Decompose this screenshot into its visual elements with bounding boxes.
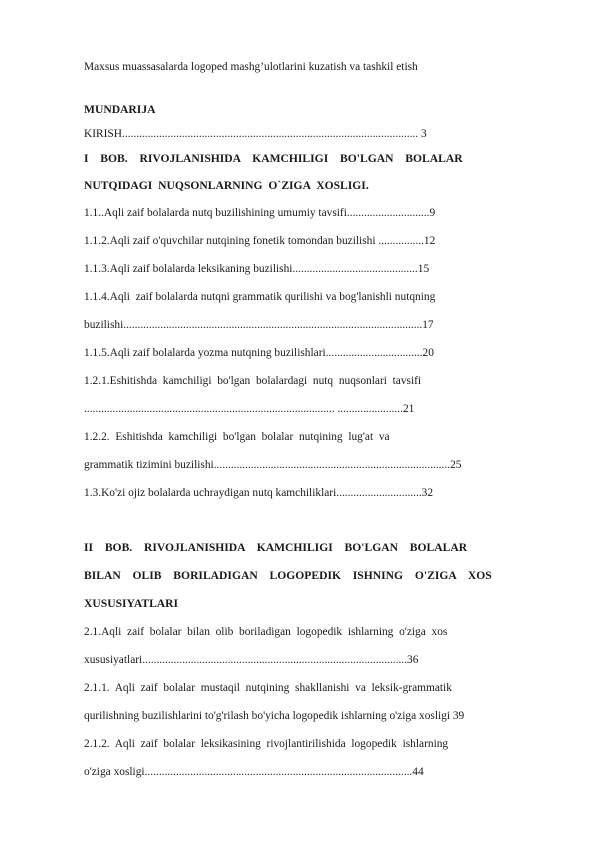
toc-chapter-heading: BILAN OLIB BORILADIGAN LOGOPEDIK ISHNING O'ZIGA XOS	[84, 569, 492, 582]
toc-entry: 1.1.5.Aqli zaif bolalarda yozma nutqning buzilishlari..................................20	[84, 347, 434, 359]
toc-entry: KIRISH........................................................................................................ 3	[84, 128, 427, 140]
toc-chapter-heading: NUTQIDAGI NUQSONLARNING O`ZIGA XOSLIGI.	[84, 179, 369, 192]
toc-entry: 1.3.Ko'zi ojiz bolalarda uchraydigan nutq kamchiliklari..............................32	[84, 487, 434, 499]
toc-entry: 1.2.2. Eshitishda kamchiligi bo'lgan bolalar nutqining lug'at va	[84, 431, 390, 443]
toc-entry: 1.1.4.Aqli zaif bolalarda nutqni grammatik qurilishi va bog'lanishli nutqning	[84, 291, 436, 303]
toc-entry: 2.1.Aqli zaif bolalar bilan olib boriladigan logopedik ishlarning o'ziga xos	[84, 626, 448, 638]
toc-chapter-heading: I BOB. RIVOJLANISHIDA KAMCHILIGI BO'LGAN BOLALAR	[84, 152, 463, 165]
toc-chapter-heading: II BOB. RIVOJLANISHIDA KAMCHILIGI BO'LGAN BOLALAR	[84, 541, 468, 554]
document-header: Maxsus muassasalarda logoped mashg’ulotlarini kuzatish va tashkil etish	[84, 61, 418, 73]
toc-entry: ........................................................................................ .......................21	[84, 403, 415, 415]
toc-entry: 2.1.2. Aqli zaif bolalar leksikasining rivojlantirilishida logopedik ishlarning	[84, 738, 449, 750]
toc-entry: 1.1..Aqli zaif bolalarda nutq buzilishining umumiy tavsifi.............................9	[84, 207, 436, 219]
toc-entry: qurilishning buzilishlarini to'g'rilash bo'yicha logopedik ishlarning o'ziga xosligi 39	[84, 710, 465, 722]
toc-title: MUNDARIJA	[84, 103, 156, 116]
toc-entry: 1.1.2.Aqli zaif o'quvchilar nutqining fonetik tomondan buzilishi ................12	[84, 235, 436, 247]
toc-entry: 2.1.1. Aqli zaif bolalar mustaqil nutqining shakllanishi va leksik-grammatik	[84, 682, 452, 694]
toc-entry: 1.1.3.Aqli zaif bolalarda leksikaning buzilishi............................................15	[84, 263, 430, 275]
toc-entry: buzilishi.........................................................................................................17	[84, 319, 434, 331]
toc-chapter-heading: XUSUSIYATLARI	[84, 597, 179, 610]
toc-entry: xususiyatlari.............................................................................................36	[84, 654, 419, 666]
toc-entry: 1.2.1.Eshitishda kamchiligi bo'lgan bolalardagi nutq nuqsonlari tavsifi	[84, 375, 422, 387]
toc-entry: grammatik tizimini buzilishi...................................................................................25	[84, 459, 462, 471]
toc-entry: o'ziga xosligi..............................................................................................44	[84, 766, 424, 778]
